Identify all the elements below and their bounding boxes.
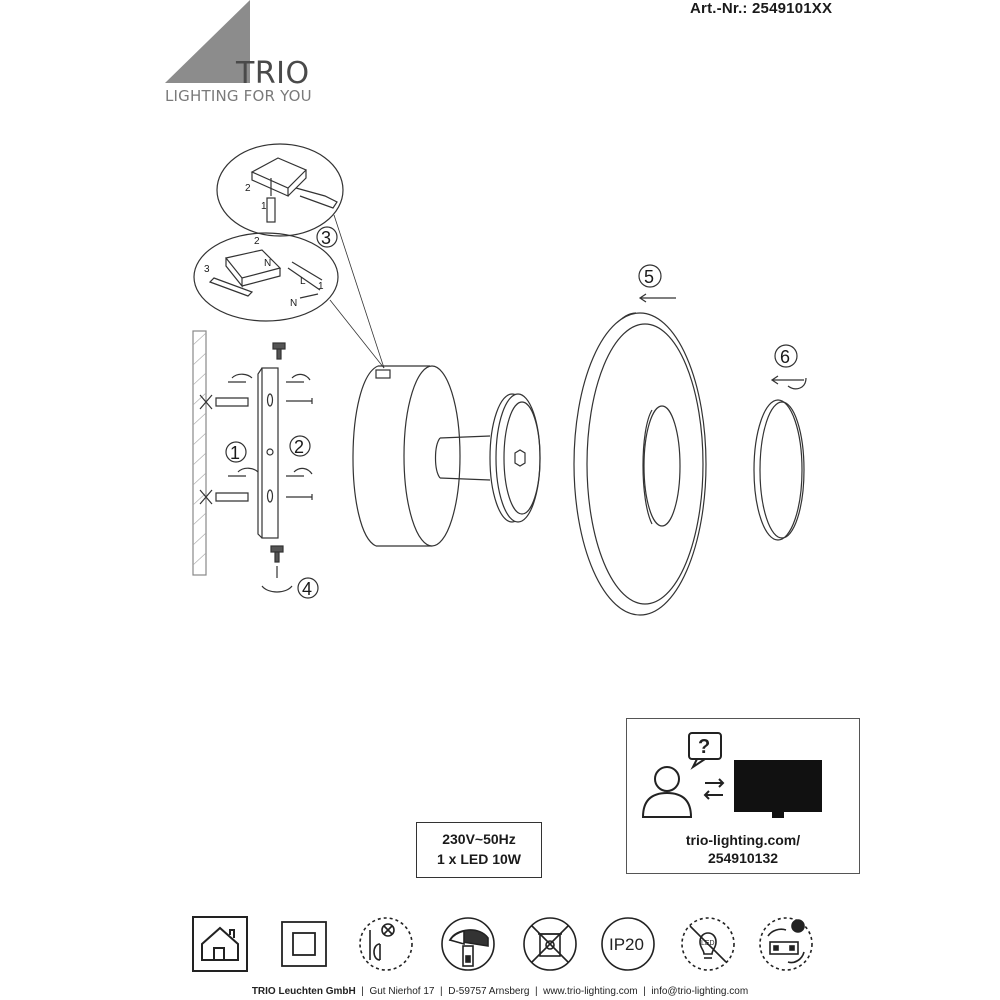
- footer-web-link[interactable]: www.trio-lighting.com: [543, 986, 638, 997]
- wiring-label-bottom-3: 3: [204, 264, 210, 275]
- wiring-label-bottom-1: 1: [318, 281, 324, 292]
- exchange-arrows-icon: [705, 779, 723, 799]
- step-6-arrow: [772, 376, 804, 384]
- no-household-waste-icon: [522, 916, 578, 972]
- dimmer-switch-icon: [440, 916, 496, 972]
- monitor-icon: [735, 761, 821, 817]
- ring-lamp-body: [574, 313, 706, 615]
- lamp-base-cylinder: [353, 366, 460, 546]
- support-url-line2: 254910132: [707, 850, 779, 866]
- step-6-number: 6: [780, 347, 791, 367]
- led-label: LED: [701, 940, 715, 947]
- wiring-label-n1: N: [264, 258, 272, 269]
- step-3-number: 3: [321, 228, 332, 248]
- online-support-box: [626, 718, 860, 874]
- leader-line-top: [334, 215, 384, 368]
- step-5-number: 5: [644, 267, 655, 287]
- svg-text:?: ?: [698, 736, 711, 758]
- step-5-arrow: [640, 294, 676, 302]
- wiring-label-top-2: 2: [245, 183, 251, 194]
- wiring-label-n2: N: [290, 298, 298, 309]
- wiring-label-top-1: 1: [261, 201, 267, 212]
- question-bubble-icon: [689, 733, 721, 767]
- connector-block-detail: [252, 158, 337, 222]
- footer: TRIO Leuchten GmbH | Gut Nierhof 17 | D-59757 Arnsberg | www.trio-lighting.com | info@trio-lighting.com: [251, 986, 749, 997]
- led-not-replaceable-icon: [680, 916, 736, 972]
- detail-bubble-top: [217, 144, 343, 236]
- indoor-house-icon: [192, 916, 248, 972]
- support-url-line1: trio-lighting.com/: [685, 832, 801, 848]
- mounting-bracket: [258, 368, 278, 538]
- wiring-label-bottom-2: 2: [254, 236, 260, 247]
- protection-class-ii-icon: [276, 916, 332, 972]
- wiring-label-l: L: [300, 276, 306, 287]
- diffuser-cover: [754, 400, 804, 540]
- footer-email-link[interactable]: info@trio-lighting.com: [651, 986, 749, 997]
- article-number: Art.-Nr.: 2549101XX: [690, 0, 833, 17]
- led-spec: 1 x LED 10W: [436, 851, 522, 867]
- step-4-number: 4: [302, 579, 313, 599]
- adapter-plate: [490, 394, 540, 522]
- bracket-screw-top: [273, 343, 285, 359]
- led-driver-replaceable-icon: [758, 916, 814, 972]
- voltage-spec: 230V~50Hz: [442, 831, 516, 847]
- support-url[interactable]: [627, 831, 859, 867]
- ip20-icon: [600, 916, 656, 972]
- person-icon: [643, 767, 691, 817]
- step-1-number: 1: [230, 443, 241, 463]
- brand-tagline: LIGHTING FOR YOU: [165, 87, 312, 105]
- leader-line-bottom: [330, 300, 384, 368]
- step-2-number: 2: [294, 437, 305, 457]
- bracket-screw-bottom: [262, 546, 292, 592]
- brand-name: TRIO: [236, 56, 310, 91]
- ip20-label: IP20: [609, 935, 644, 954]
- not-for-ceiling-icon: [358, 916, 414, 972]
- footer-address: Gut Nierhof 17: [369, 986, 435, 997]
- footer-city: D-59757 Arnsberg: [448, 986, 530, 997]
- wall-section: [193, 331, 212, 575]
- footer-company: TRIO Leuchten GmbH: [251, 986, 356, 997]
- electrical-spec-box: [416, 822, 542, 878]
